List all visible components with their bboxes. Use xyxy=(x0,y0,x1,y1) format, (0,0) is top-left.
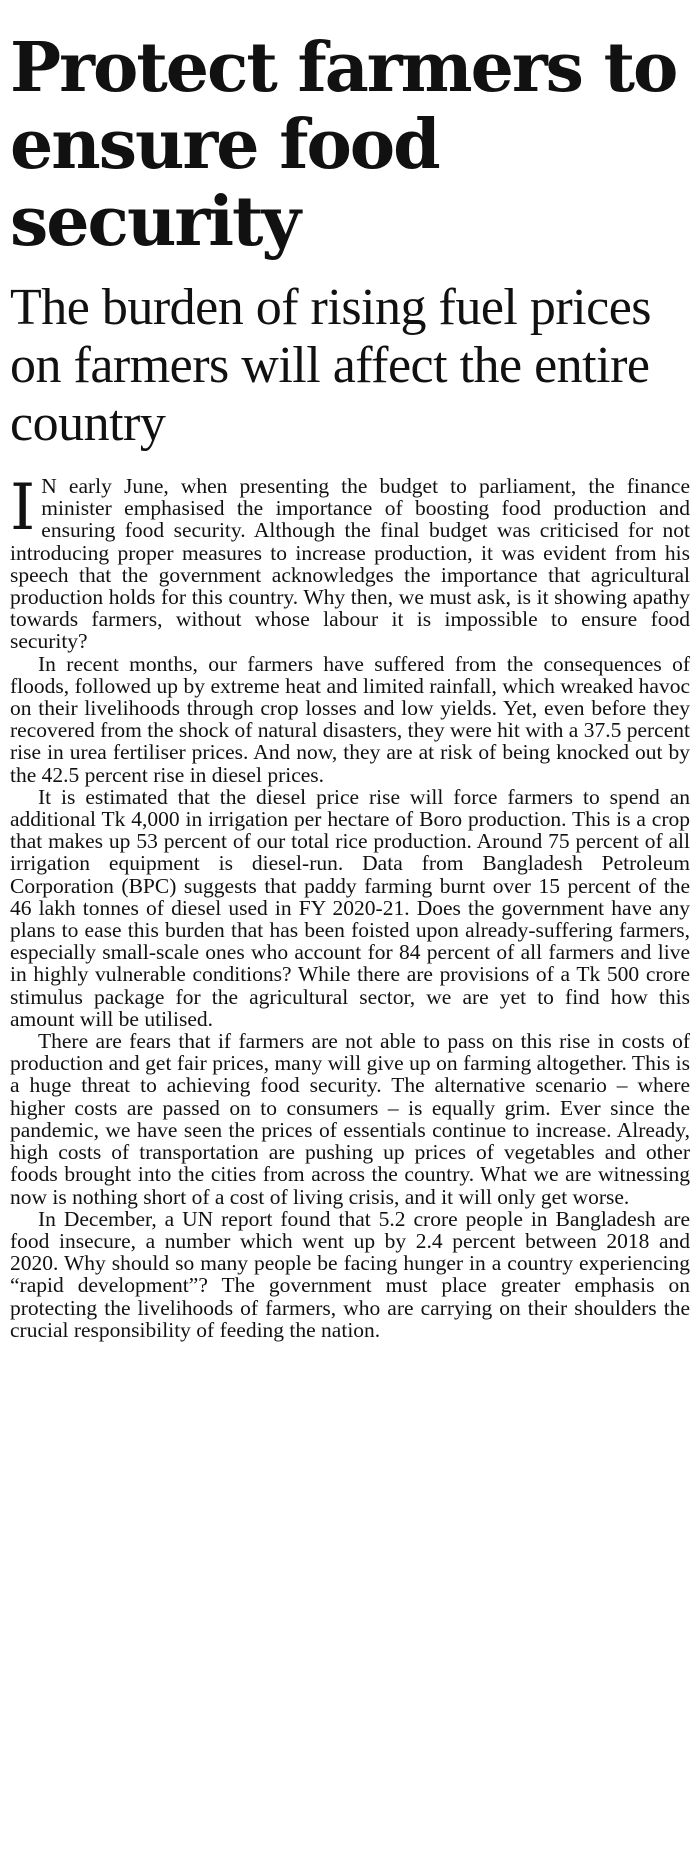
drop-cap: I xyxy=(10,471,36,545)
paragraph-1-text: N early June, when presenting the budget to parliament, the finance minister emphasised the importance of boosting food production and ensuring food security. Although the final budget was criticised for not introducing proper measures to increase production, it was evident from his speech that the government acknowledges the importance that agricultural production holds for this country. Why then, we must ask, is it showing apathy towards farmers, without whose labour it is impossible to ensure food security? xyxy=(10,474,690,654)
headline: Protect farmers to ensure food security xyxy=(10,28,677,262)
paragraph-3: It is estimated that the diesel price rise will force farmers to spend an additional Tk 4,000 in irrigation per hectare of Boro production. This is a crop that makes up 53 percent of our total rice production. Around 75 percent of all irrigation equipment is diesel-run. Data from Bangladesh Petroleum Corporation (BPC) suggests that paddy farming burnt over 15 percent of the 46 lakh tonnes of diesel used in FY 2020-21. Does the government have any plans to ease this burden that has been foisted upon already-suffering farmers, especially small-scale ones who account for 84 percent of all farmers and live in highly vulnerable conditions? While there are provisions of a Tk 500 crore stimulus package for the agricultural sector, we are yet to find how this amount will be utilised. xyxy=(10,784,690,1031)
paragraph-2: In recent months, our farmers have suffered from the consequences of floods, followed up by extreme heat and limited rainfall, which wreaked havoc on their livelihoods through crop losses and low yields. Yet, even before they recovered from the shock of natural disasters, they were hit with a 37.5 percent rise in urea fertiliser prices. And now, they are at risk of being knocked out by the 42.5 percent rise in diesel prices. xyxy=(10,651,690,787)
paragraph-1 xyxy=(10,471,690,654)
article-body xyxy=(10,471,690,1342)
paragraph-5: In December, a UN report found that 5.2 crore people in Bangladesh are food insecure, a number which went up by 2.4 percent between 2018 and 2020. Why should so many people be facing hunger in a country experiencing “rapid development”? The government must place greater emphasis on protecting the livelihoods of farmers, who are carrying on their shoulders the crucial responsibility of feeding the nation. xyxy=(10,1206,690,1342)
paragraph-4: There are fears that if farmers are not able to pass on this rise in costs of production and get fair prices, many will give up on farming altogether. This is a huge threat to achieving food security. The alternative scenario – where higher costs are passed on to consumers – is equally grim. Ever since the pandemic, we have seen the prices of essentials continue to increase. Already, high costs of transportation are pushing up prices of vegetables and other foods brought into the cities from across the country. What we are witnessing now is nothing short of a cost of living crisis, and it will only get worse. xyxy=(10,1029,690,1209)
subheadline: The burden of rising fuel prices on farmers will affect the entire country xyxy=(10,279,652,452)
